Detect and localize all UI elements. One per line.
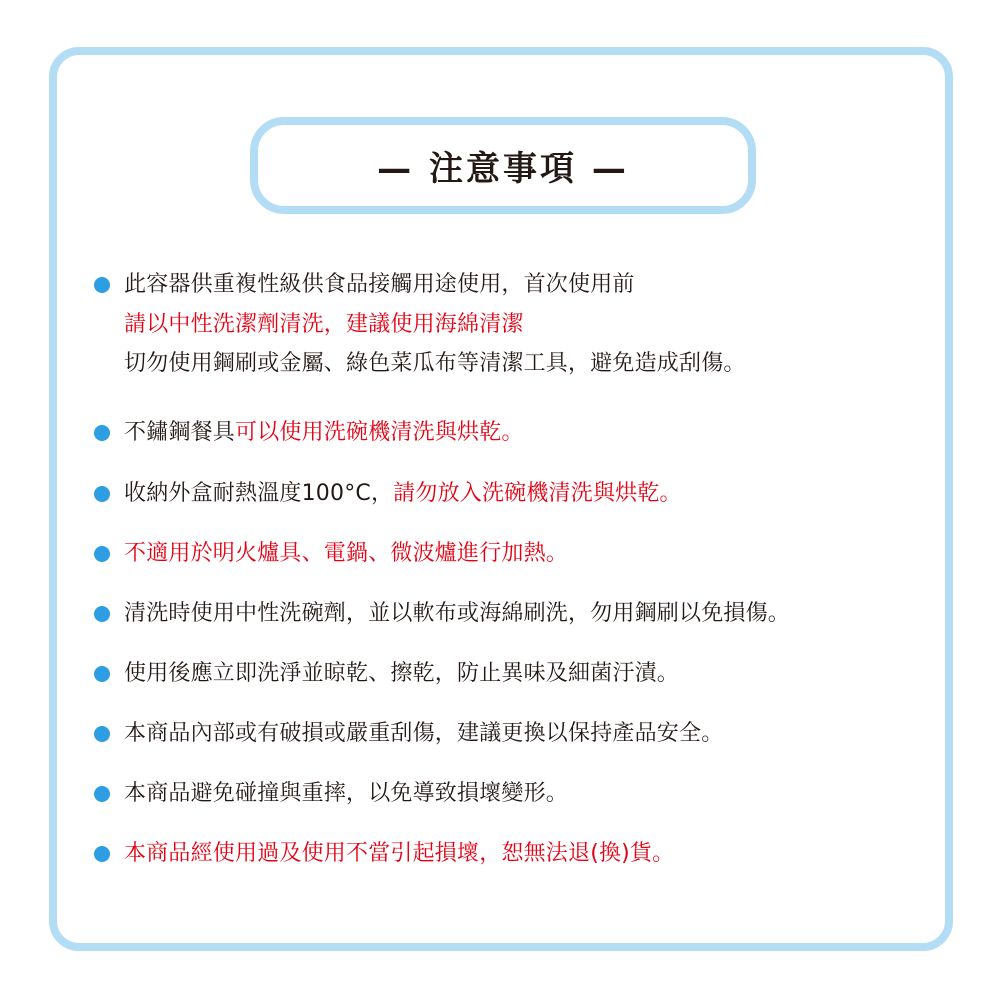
bullet-icon: [94, 726, 110, 742]
note-text: 收納外盒耐熱溫度100°C，: [124, 481, 394, 506]
note-text-highlight: 本商品經使用過及使用不當引起損壞，恕無法退(換)貨。: [124, 841, 675, 866]
note-line: [124, 599, 790, 629]
bullet-icon: [94, 425, 110, 441]
bullet-icon: [94, 786, 110, 802]
note-text-highlight: 請以中性洗潔劑清洗，建議使用海綿清潔: [124, 312, 524, 337]
note-text: 不鏽鋼餐具: [124, 420, 236, 445]
page-title: — 注意事項 —: [377, 149, 629, 189]
note-text: 本商品避免碰撞與重摔，以免導致損壞變形。: [124, 781, 569, 806]
note-line: [124, 659, 679, 689]
title-box: [250, 117, 756, 214]
bullet-icon: [94, 666, 110, 682]
note-text: 此容器供重複性級供食品接觸用途使用，首次使用前: [124, 272, 635, 297]
note-text-highlight: 不適用於明火爐具、電鍋、微波爐進行加熱。: [124, 541, 569, 566]
bullet-icon: [94, 546, 110, 562]
bullet-icon: [94, 277, 110, 293]
note-text: 清洗時使用中性洗碗劑，並以軟布或海綿刷洗，勿用鋼刷以免損傷。: [124, 601, 791, 626]
note-line: [124, 310, 524, 340]
note-line: [124, 539, 568, 569]
note-text: 切勿使用鋼刷或金屬、綠色菜瓜布等清潔工具，避免造成刮傷。: [124, 351, 746, 376]
note-line: [124, 779, 568, 809]
note-line: [124, 839, 674, 869]
note-line: [124, 479, 682, 509]
note-text-highlight: 可以使用洗碗機清洗與烘乾。: [235, 420, 524, 445]
bullet-icon: [94, 606, 110, 622]
note-line: [124, 719, 723, 749]
note-line: [124, 349, 746, 379]
note-line: [124, 270, 635, 300]
note-line: [124, 418, 524, 448]
note-text: 本商品內部或有破損或嚴重刮傷，建議更換以保持產品安全。: [124, 721, 724, 746]
note-text: 使用後應立即洗淨並晾乾、擦乾，防止異味及細菌汙漬。: [124, 661, 680, 686]
bullet-icon: [94, 486, 110, 502]
bullet-icon: [94, 846, 110, 862]
note-text-highlight: 請勿放入洗碗機清洗與烘乾。: [393, 481, 682, 506]
